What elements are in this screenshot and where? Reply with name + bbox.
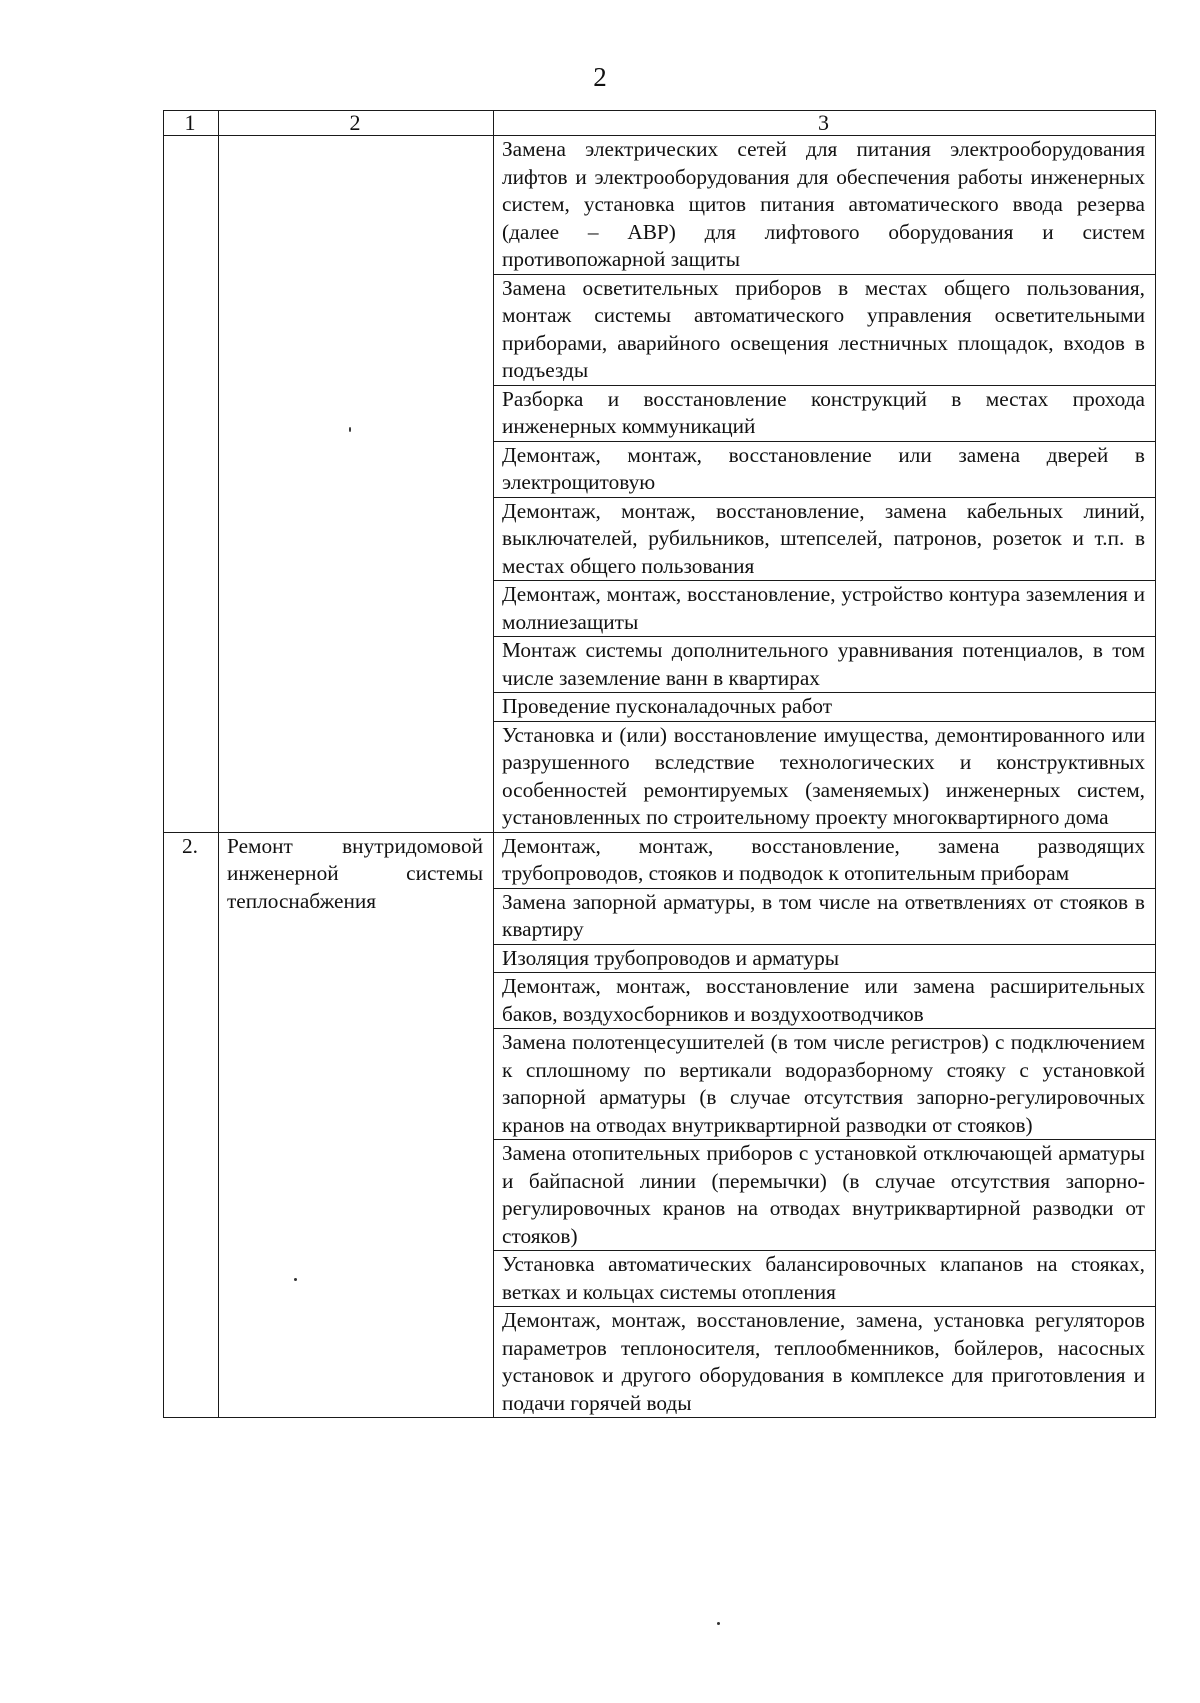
work-item-text: Демонтаж, монтаж, восстановление, замена разводящих трубопроводов, стояков и подводок к отопительным приборам bbox=[502, 833, 1145, 885]
work-item-text: Демонтаж, монтаж, восстановление, замена, установка регуляторов параметров теплоносителя, теплообменников, бойлеров, насосных установок и другого оборудования в комплексе для приготовления и подачи горячей воды bbox=[502, 1308, 1145, 1415]
work-item bbox=[494, 637, 1156, 693]
work-item bbox=[494, 136, 1156, 275]
work-item-text: Замена отопительных приборов с установкой отключающей арматуры и байпасной линии (перемычки) (в случае отсутствия запорно-регулировочных кранов на отводах внутриквартирной разводки от стояков) bbox=[502, 1141, 1145, 1248]
table-row bbox=[164, 832, 1156, 888]
work-item-text: Демонтаж, монтаж, восстановление или замена расширительных баков, воздухосборников и воздухоотводчиков bbox=[502, 974, 1145, 1026]
header-col-1: 1 bbox=[164, 111, 219, 136]
work-item bbox=[494, 497, 1156, 581]
section-number: 2. bbox=[164, 832, 219, 1418]
work-item bbox=[494, 1140, 1156, 1251]
section-title bbox=[219, 832, 494, 1418]
section-title bbox=[219, 136, 494, 833]
header-col-2: 2 bbox=[219, 111, 494, 136]
work-item bbox=[494, 1307, 1156, 1418]
work-item-text: Демонтаж, монтаж, восстановление, замена кабельных линий, выключателей, рубильников, штепселей, патронов, розеток и т.п. в местах общего пользования bbox=[502, 498, 1145, 578]
work-item bbox=[494, 832, 1156, 888]
work-item bbox=[494, 944, 1156, 973]
works-table bbox=[163, 110, 1156, 1418]
work-item-text: Разборка и восстановление конструкций в местах прохода инженерных коммуникаций bbox=[502, 386, 1145, 438]
work-item bbox=[494, 1029, 1156, 1140]
work-item bbox=[494, 274, 1156, 385]
scan-speck bbox=[717, 1622, 720, 1625]
scan-speck bbox=[349, 427, 351, 432]
work-item-text: Демонтаж, монтаж, восстановление или замена дверей в электрощитовую bbox=[502, 442, 1145, 494]
work-item bbox=[494, 385, 1156, 441]
work-item-text: Установка автоматических балансировочных клапанов на стояках, ветках и кольцах системы отопления bbox=[502, 1252, 1145, 1304]
work-item bbox=[494, 888, 1156, 944]
table-row bbox=[164, 136, 1156, 275]
header-col-3: 3 bbox=[494, 111, 1156, 136]
work-item bbox=[494, 973, 1156, 1029]
scan-speck bbox=[294, 1278, 297, 1281]
work-item-text: Замена осветительных приборов в местах общего пользования, монтаж системы автоматического управления осветительными приборами, аварийного освещения лестничных площадок, входов в подъезды bbox=[502, 275, 1145, 382]
work-item-text: Замена электрических сетей для питания электрооборудования лифтов и электрооборудования для обеспечения работы инженерных систем, установка щитов питания автоматического ввода резерва (далее – АВР) для лифтового оборудования и систем противопожарной защиты bbox=[502, 137, 1145, 271]
work-item bbox=[494, 693, 1156, 722]
work-item-text: Установка и (или) восстановление имущества, демонтированного или разрушенного вследствие технологических и конструктивных особенностей ремонтируемых (заменяемых) инженерных систем, установленных по строительному проекту многоквартирного дома bbox=[502, 722, 1145, 829]
work-item-text: Демонтаж, монтаж, восстановление, устройство контура заземления и молниезащиты bbox=[502, 582, 1145, 634]
work-item bbox=[494, 721, 1156, 832]
work-item-text: Замена полотенцесушителей (в том числе регистров) с подключением к сплошному по вертикали водоразборному стояку с установкой запорной арматуры (в случае отсутствия запорно-регулировочных кранов на отводах внутриквартирной разводки от стояков) bbox=[502, 1030, 1145, 1137]
section-number bbox=[164, 136, 219, 833]
work-item-text: Монтаж системы дополнительного уравнивания потенциалов, в том числе заземление ванн в квартирах bbox=[502, 638, 1145, 690]
page-number: 2 bbox=[593, 62, 607, 92]
work-item-text: Замена запорной арматуры, в том числе на ответвлениях от стояков в квартиру bbox=[502, 889, 1145, 941]
work-item bbox=[494, 581, 1156, 637]
work-item bbox=[494, 441, 1156, 497]
table-header-row bbox=[164, 111, 1156, 136]
work-item-text: Проведение пусконаладочных работ bbox=[502, 694, 833, 718]
work-item bbox=[494, 1251, 1156, 1307]
section-title-text: Ремонт внутридомовой инженерной системы теплоснабжения bbox=[227, 833, 483, 913]
work-item-text: Изоляция трубопроводов и арматуры bbox=[502, 945, 840, 970]
